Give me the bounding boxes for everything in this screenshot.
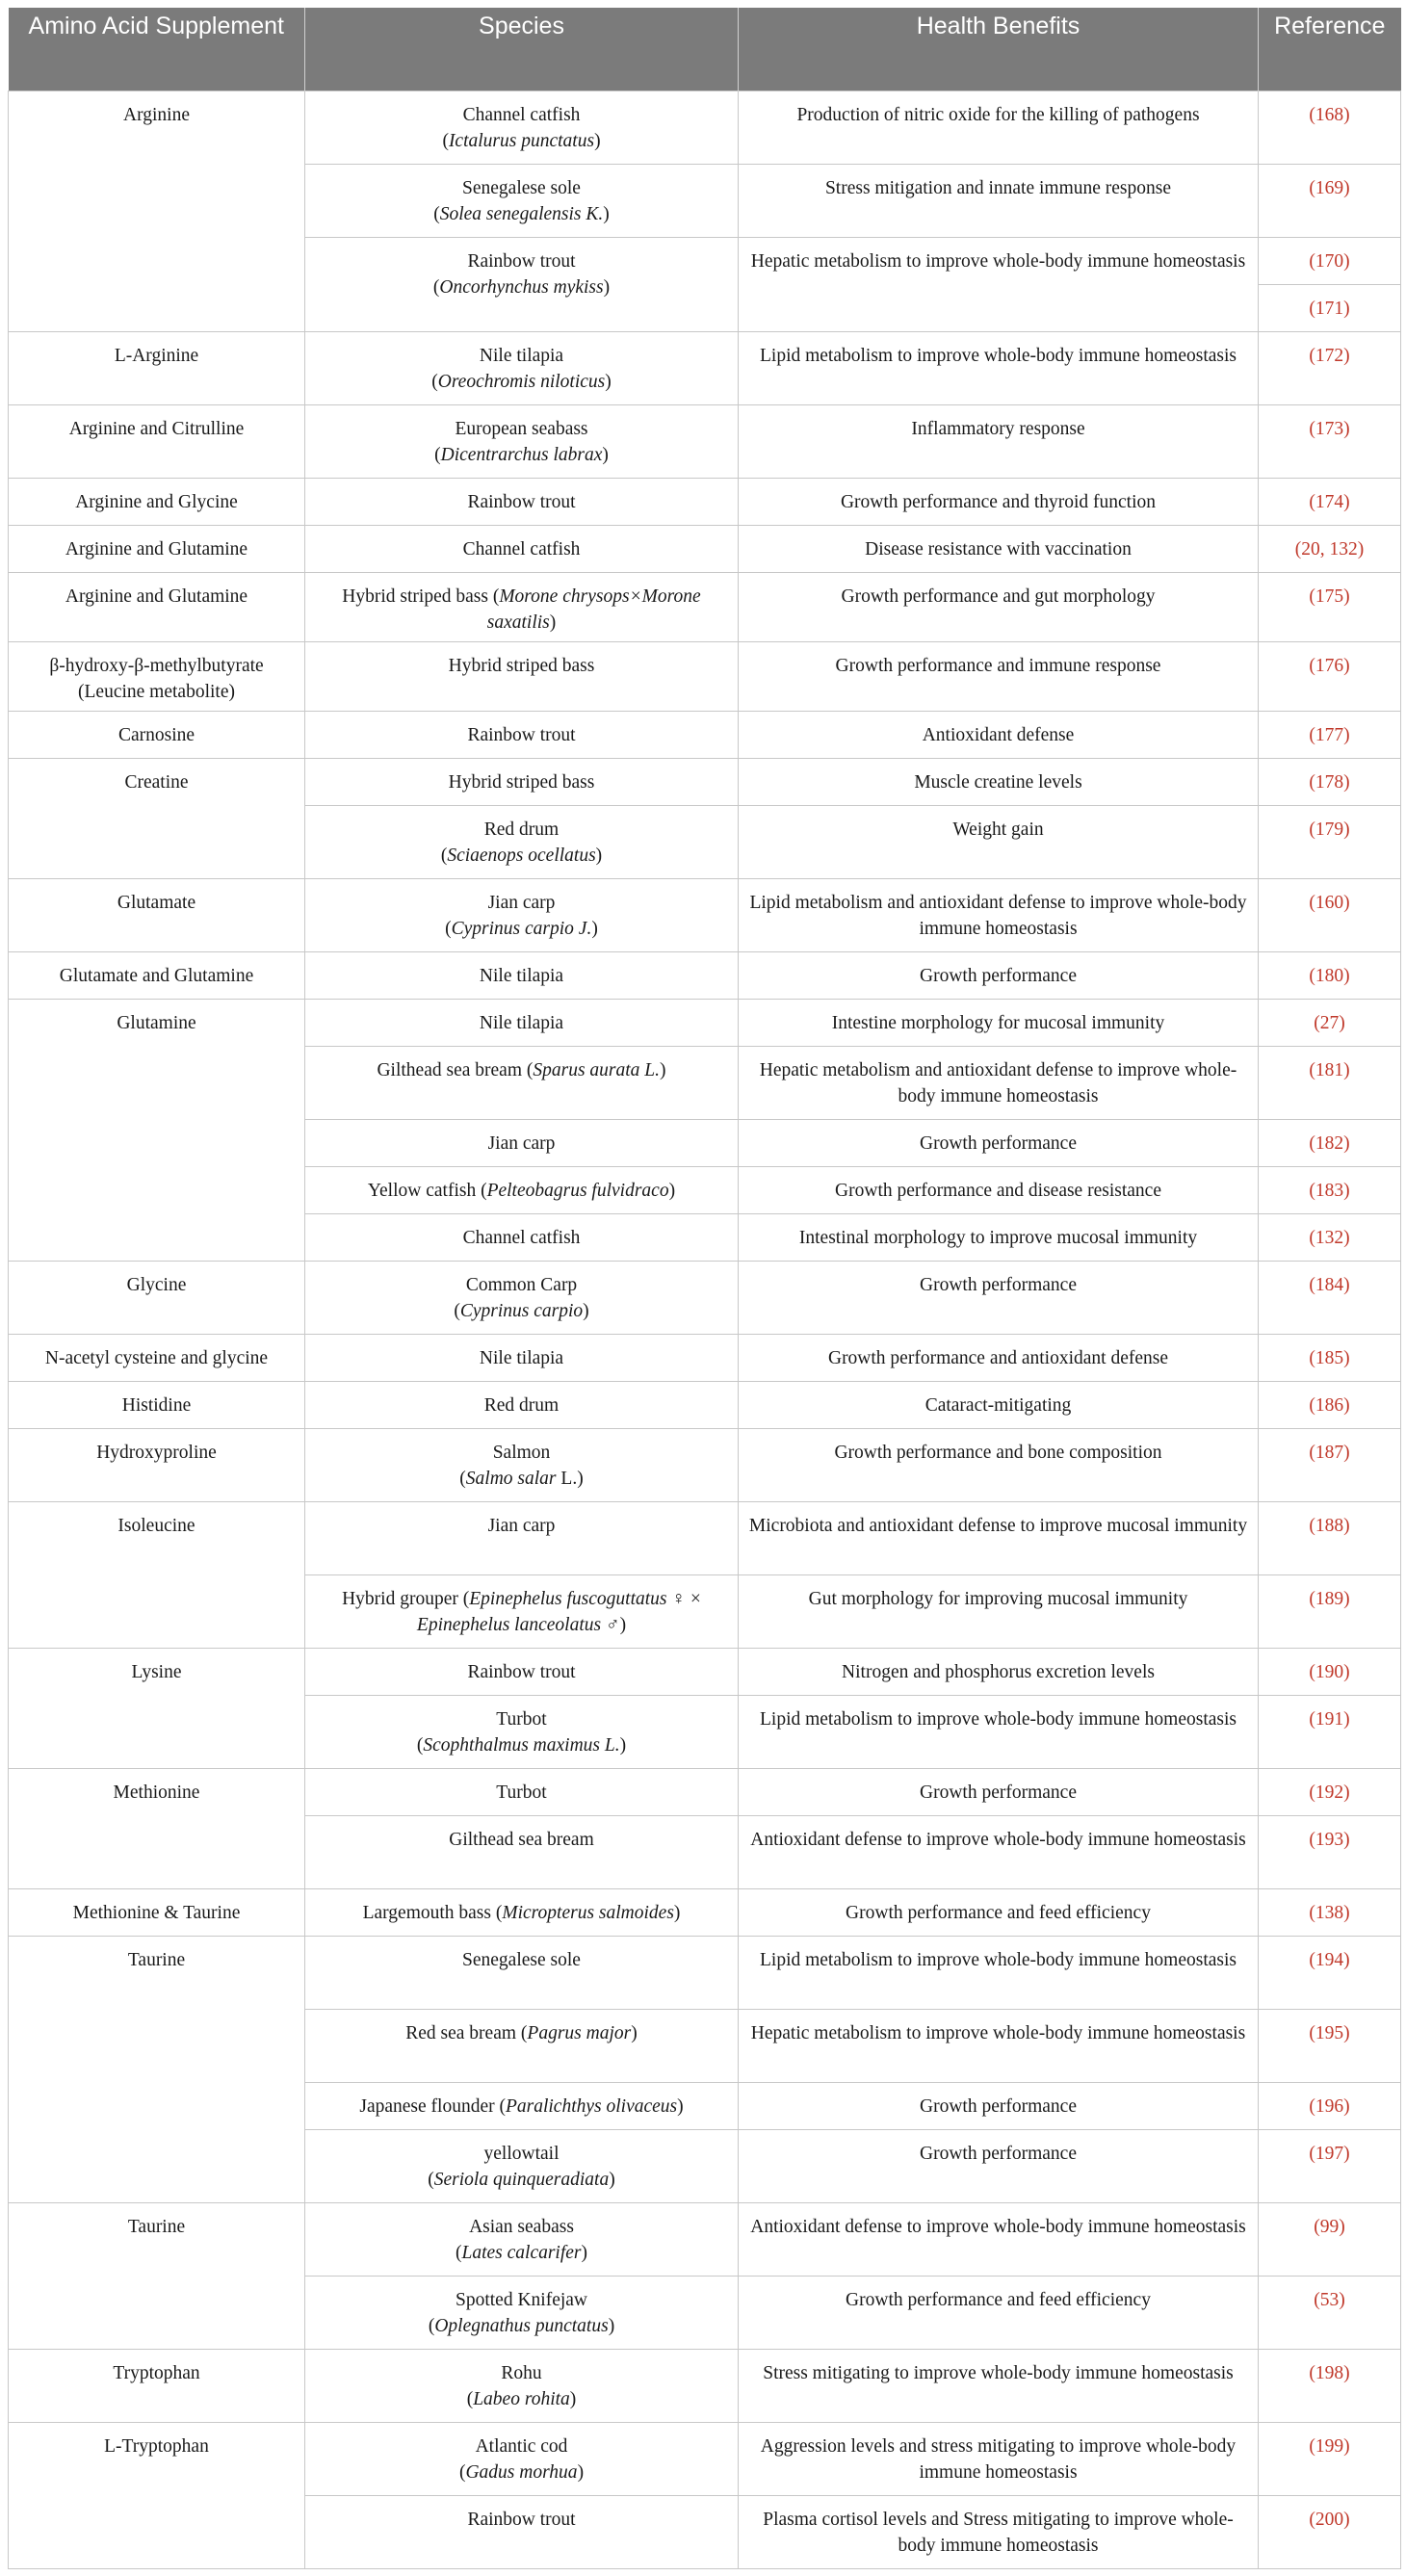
reference-cell: (168) [1259,91,1401,164]
health-benefit-cell: Growth performance and antioxidant defense [739,1334,1259,1381]
reference-cell: (189) [1259,1574,1401,1648]
species-common: Common Carp [465,1274,578,1295]
reference-cell: (197) [1259,2129,1401,2202]
reference-cell: (190) [1259,1648,1401,1695]
reference-link[interactable]: 138 [1315,1902,1344,1923]
reference-cell: (199) [1259,2422,1401,2495]
species-latin: Scophthalmus maximus L. [423,1734,620,1756]
health-benefit-cell: Hepatic metabolism to improve whole-body immune homeostasis [739,2009,1259,2082]
reference-cell: (132) [1259,1213,1401,1261]
species-cell: Jian carp [305,1501,739,1574]
table-row [9,758,1401,805]
reference-cell: (182) [1259,1119,1401,1166]
supplement-cell: Tryptophan [9,2349,305,2422]
reference-cell: (192) [1259,1768,1401,1815]
table-row [9,641,1401,711]
reference-link[interactable]: 132 [1329,538,1358,559]
species-latin: Epinephelus fuscoguttatus [469,1588,667,1609]
species-latin: Oreochromis niloticus [437,371,606,392]
species-latin: Lates calcarifer [461,2242,582,2263]
reference-cell: (193) [1259,1815,1401,1888]
reference-link[interactable]: 182 [1315,1132,1344,1154]
species-cell: Nile tilapia [305,1334,739,1381]
species-common: European seabass [455,418,588,439]
reference-link[interactable]: 194 [1315,1949,1344,1970]
health-benefit-cell: Cataract-mitigating [739,1381,1259,1428]
reference-link[interactable]: 99 [1319,2216,1340,2237]
reference-cell: (188) [1259,1501,1401,1574]
reference-link[interactable]: 172 [1315,345,1344,366]
reference-link[interactable]: 175 [1315,585,1344,607]
reference-cell: (184) [1259,1261,1401,1334]
species-latin: Salmo salar [465,1468,557,1489]
reference-link[interactable]: 27 [1319,1012,1340,1033]
reference-cell: (198) [1259,2349,1401,2422]
species-cell: Yellow catfish (Pelteobagrus fulvidraco) [305,1166,739,1213]
species-latin: Ictalurus punctatus [448,130,595,151]
species-cell: Rainbow trout [305,1648,739,1695]
reference-cell: (196) [1259,2082,1401,2129]
health-benefit-cell: Disease resistance with vaccination [739,525,1259,572]
health-benefit-cell: Intestine morphology for mucosal immunity [739,999,1259,1046]
species-cell: Rainbow trout (Oncorhynchus mykiss) [305,237,739,331]
supplement-cell: Histidine [9,1381,305,1428]
reference-cell: (99) [1259,2202,1401,2276]
health-benefit-cell: Growth performance and feed efficiency [739,1888,1259,1936]
reference-cell: (194) [1259,1936,1401,2009]
species-cell: Hybrid grouper (Epinephelus fuscoguttatus ♀ × Epinephelus lanceolatus ♂) [305,1574,739,1648]
table-row [9,1261,1401,1334]
species-sex-symbol: ♂ [601,1614,620,1635]
species-cell: Red drum (Sciaenops ocellatus) [305,805,739,878]
species-cell: Gilthead sea bream (Sparus aurata L.) [305,1046,739,1119]
supplement-cell: Arginine and Citrulline [9,404,305,478]
species-cell: Largemouth bass (Micropterus salmoides) [305,1888,739,1936]
header-reference: Reference [1259,8,1401,91]
health-benefit-cell: Muscle creatine levels [739,758,1259,805]
header-supplement: Amino Acid Supplement [9,8,305,91]
health-benefit-cell: Growth performance [739,2082,1259,2129]
header-species: Species [305,8,739,91]
reference-cell: (172) [1259,331,1401,404]
reference-cell: (181) [1259,1046,1401,1119]
species-cell: Red sea bream (Pagrus major) [305,2009,739,2082]
reference-cell: (186) [1259,1381,1401,1428]
reference-cell: (195) [1259,2009,1401,2082]
species-common: Rohu [501,2362,542,2383]
reference-cell: (183) [1259,1166,1401,1213]
supplement-cell: Creatine [9,758,305,878]
reference-cell: (160) [1259,878,1401,951]
table-row [9,91,1401,164]
reference-link[interactable]: 197 [1315,2143,1344,2164]
health-benefit-cell: Nitrogen and phosphorus excretion levels [739,1648,1259,1695]
species-common: Jian carp [487,892,556,913]
supplement-cell: Arginine and Glycine [9,478,305,525]
species-common: Turbot [496,1708,547,1730]
species-cell: Turbot (Scophthalmus maximus L.) [305,1695,739,1768]
reference-link[interactable]: 168 [1315,104,1344,125]
reference-link[interactable]: 192 [1315,1782,1344,1803]
reference-link[interactable]: 196 [1315,2095,1344,2117]
species-cell: Nile tilapia [305,999,739,1046]
species-common: Hybrid grouper [342,1588,458,1609]
health-benefit-cell: Growth performance and feed efficiency [739,2276,1259,2349]
species-latin: Oncorhynchus mykiss [439,276,604,298]
supplement-cell: Glutamate [9,878,305,951]
supplement-cell: Arginine [9,91,305,331]
species-latin: Epinephelus lanceolatus [416,1614,602,1635]
species-common: Japanese flounder [359,2095,495,2117]
supplement-cell: Glutamate and Glutamine [9,951,305,999]
reference-link[interactable]: 170 [1315,250,1344,272]
species-common: Hybrid striped bass [342,585,488,607]
reference-link[interactable]: 173 [1315,418,1344,439]
health-benefit-cell: Stress mitigating to improve whole-body immune homeostasis [739,2349,1259,2422]
health-benefit-cell: Gut morphology for improving mucosal immunity [739,1574,1259,1648]
health-benefit-cell: Growth performance [739,1119,1259,1166]
species-common: Largemouth bass [362,1902,491,1923]
reference-cell: (169) [1259,164,1401,237]
health-benefit-cell: Weight gain [739,805,1259,878]
reference-link[interactable]: 160 [1315,892,1344,913]
supplement-cell: Methionine & Taurine [9,1888,305,1936]
species-latin: Paralichthys olivaceus [505,2095,678,2117]
health-benefit-cell: Plasma cortisol levels and Stress mitigating to improve whole-body immune homeostasis [739,2495,1259,2568]
reference-cell: (180) [1259,951,1401,999]
reference-link[interactable]: 190 [1315,1661,1344,1682]
species-cell: Channel catfish [305,525,739,572]
reference-cell: (53) [1259,2276,1401,2349]
reference-link[interactable]: 179 [1315,819,1344,840]
species-latin: Labeo rohita [473,2388,570,2409]
reference-link[interactable]: 200 [1315,2509,1344,2530]
species-latin: Pelteobagrus fulvidraco [486,1180,669,1201]
species-latin: Sparus aurata L. [533,1059,661,1080]
table-row [9,711,1401,758]
supplement-cell: Lysine [9,1648,305,1768]
reference-cell: (187) [1259,1428,1401,1501]
reference-link[interactable]: 180 [1315,965,1344,986]
table-row [9,1888,1401,1936]
health-benefit-cell: Lipid metabolism to improve whole-body immune homeostasis [739,1695,1259,1768]
reference-link[interactable]: 189 [1315,1588,1344,1609]
species-common: Rainbow trout [467,250,576,272]
table-row [9,1768,1401,1815]
reference-cell: (200) [1259,2495,1401,2568]
species-cell: Common Carp (Cyprinus carpio) [305,1261,739,1334]
supplement-cell: Methionine [9,1768,305,1888]
species-common: yellowtail [483,2143,560,2164]
supplement-cell: L-Tryptophan [9,2422,305,2568]
reference-link[interactable]: 195 [1315,2022,1344,2043]
reference-cell: (175) [1259,572,1401,641]
reference-cell: (171) [1259,284,1401,331]
reference-link[interactable]: 184 [1315,1274,1344,1295]
supplement-cell: β-hydroxy-β-methylbutyrate (Leucine metabolite) [9,641,305,711]
health-benefit-cell: Growth performance [739,1768,1259,1815]
reference-cell: (138) [1259,1888,1401,1936]
species-cell: Spotted Knifejaw (Oplegnathus punctatus) [305,2276,739,2349]
reference-cell: (27) [1259,999,1401,1046]
reference-link[interactable]: 169 [1315,177,1344,198]
header-health-benefits: Health Benefits [739,8,1259,91]
supplement-cell: Carnosine [9,711,305,758]
species-latin: Micropterus salmoides [502,1902,674,1923]
health-benefit-cell: Production of nitric oxide for the killing of pathogens [739,91,1259,164]
species-common: Yellow catfish [367,1180,477,1201]
supplement-cell: N-acetyl cysteine and glycine [9,1334,305,1381]
species-cell: European seabass (Dicentrarchus labrax) [305,404,739,478]
species-cell: Turbot [305,1768,739,1815]
species-cell: Senegalese sole (Solea senegalensis K.) [305,164,739,237]
health-benefit-cell: Growth performance [739,951,1259,999]
reference-link[interactable]: 187 [1315,1442,1344,1463]
table-body [9,91,1401,2568]
table-row [9,2202,1401,2276]
reference-cell: (179) [1259,805,1401,878]
reference-cell: (177) [1259,711,1401,758]
reference-link[interactable]: 171 [1315,298,1344,319]
table-row [9,878,1401,951]
reference-link[interactable]: 178 [1315,771,1344,793]
species-cell: Japanese flounder (Paralichthys olivaceus) [305,2082,739,2129]
reference-cell: (178) [1259,758,1401,805]
species-cell: Gilthead sea bream [305,1815,739,1888]
species-common: Red drum [483,819,560,840]
species-latin: Solea senegalensis K. [439,203,604,224]
species-latin: Dicentrarchus labrax [440,444,603,465]
table-row [9,951,1401,999]
table-row [9,404,1401,478]
reference-cell: (170) [1259,237,1401,284]
table-row [9,2349,1401,2422]
health-benefit-cell: Growth performance and immune response [739,641,1259,711]
species-cell: Rainbow trout [305,478,739,525]
health-benefit-cell: Aggression levels and stress mitigating to improve whole-body immune homeostasis [739,2422,1259,2495]
species-common: Channel catfish [462,104,581,125]
table-row [9,1334,1401,1381]
species-cell: Rainbow trout [305,2495,739,2568]
health-benefit-cell: Growth performance and bone composition [739,1428,1259,1501]
supplement-cell: Taurine [9,1936,305,2202]
table-row [9,999,1401,1046]
reference-cell: (173) [1259,404,1401,478]
table-row [9,572,1401,641]
species-cell: Red drum [305,1381,739,1428]
species-common: Nile tilapia [479,345,564,366]
species-common: Senegalese sole [462,177,581,198]
species-latin: Cyprinus carpio J. [451,918,592,939]
species-cell: Asian seabass (Lates calcarifer) [305,2202,739,2276]
species-sex-symbol: ♀ × [666,1588,701,1609]
supplement-cell: Arginine and Glutamine [9,525,305,572]
table-row [9,1501,1401,1574]
species-cell: Jian carp (Cyprinus carpio J.) [305,878,739,951]
health-benefit-cell: Hepatic metabolism and antioxidant defense to improve whole-body immune homeostasis [739,1046,1259,1119]
reference-cell: (176) [1259,641,1401,711]
health-benefit-cell: Stress mitigation and innate immune response [739,164,1259,237]
table-row [9,1428,1401,1501]
amino-acid-table [8,8,1401,2569]
reference-link[interactable]: 183 [1315,1180,1344,1201]
species-latin: Cyprinus carpio [459,1300,584,1321]
supplement-cell: Hydroxyproline [9,1428,305,1501]
species-common: Gilthead sea bream [377,1059,522,1080]
reference-link[interactable]: 181 [1315,1059,1344,1080]
species-cell: Rainbow trout [305,711,739,758]
reference-link[interactable]: 186 [1315,1394,1344,1416]
supplement-cell: Taurine [9,2202,305,2349]
reference-cell: (185) [1259,1334,1401,1381]
table-row [9,478,1401,525]
health-benefit-cell: Antioxidant defense to improve whole-body immune homeostasis [739,1815,1259,1888]
table-row [9,1381,1401,1428]
reference-link[interactable]: 174 [1315,491,1344,512]
species-cell: Nile tilapia (Oreochromis niloticus) [305,331,739,404]
table-row [9,525,1401,572]
reference-cell: (20, 132) [1259,525,1401,572]
species-latin: Oplegnathus punctatus [434,2315,609,2336]
species-latin: Morone chrysops×Morone saxatilis [486,585,701,633]
reference-link[interactable]: 176 [1315,655,1344,676]
health-benefit-cell: Microbiota and antioxidant defense to improve mucosal immunity [739,1501,1259,1574]
health-benefit-cell: Antioxidant defense [739,711,1259,758]
species-cell: Hybrid striped bass [305,641,739,711]
health-benefit-cell: Hepatic metabolism to improve whole-body immune homeostasis [739,237,1259,331]
species-cell: yellowtail (Seriola quinqueradiata) [305,2129,739,2202]
reference-cell: (174) [1259,478,1401,525]
reference-link[interactable]: 185 [1315,1347,1344,1368]
health-benefit-cell: Growth performance [739,2129,1259,2202]
species-cell: Senegalese sole [305,1936,739,2009]
table-row [9,2422,1401,2495]
health-benefit-cell: Antioxidant defense to improve whole-body immune homeostasis [739,2202,1259,2276]
species-common: Spotted Knifejaw [455,2289,587,2310]
table-row [9,1648,1401,1695]
health-benefit-cell: Lipid metabolism and antioxidant defense to improve whole-body immune homeostasis [739,878,1259,951]
species-common: Red sea bream [405,2022,517,2043]
header-row [9,8,1401,91]
species-latin: Seriola quinqueradiata [433,2169,610,2190]
species-cell: Channel catfish [305,1213,739,1261]
species-cell: Jian carp [305,1119,739,1166]
species-common: Atlantic cod [475,2435,568,2457]
reference-link[interactable]: 191 [1315,1708,1344,1730]
species-common: Salmon [492,1442,551,1463]
supplement-cell: Isoleucine [9,1501,305,1648]
species-cell: Salmon (Salmo salar L.) [305,1428,739,1501]
supplement-cell: Arginine and Glutamine [9,572,305,641]
species-cell: Atlantic cod (Gadus morhua) [305,2422,739,2495]
species-cell: Channel catfish (Ictalurus punctatus) [305,91,739,164]
health-benefit-cell: Growth performance [739,1261,1259,1334]
health-benefit-cell: Growth performance and disease resistance [739,1166,1259,1213]
health-benefit-cell: Lipid metabolism to improve whole-body immune homeostasis [739,1936,1259,2009]
health-benefit-cell: Growth performance and gut morphology [739,572,1259,641]
table-row [9,1936,1401,2009]
supplement-cell: L-Arginine [9,331,305,404]
reference-link[interactable]: 198 [1315,2362,1344,2383]
health-benefit-cell: Intestinal morphology to improve mucosal immunity [739,1213,1259,1261]
reference-link[interactable]: 177 [1315,724,1344,745]
supplement-cell: Glutamine [9,999,305,1261]
species-latin: Gadus morhua [465,2461,578,2483]
species-cell: Nile tilapia [305,951,739,999]
species-latin: Pagrus major [527,2022,632,2043]
species-cell: Hybrid striped bass [305,758,739,805]
reference-link[interactable]: 53 [1319,2289,1340,2310]
species-cell: Hybrid striped bass (Morone chrysops×Morone saxatilis) [305,572,739,641]
table-row [9,331,1401,404]
reference-link[interactable]: 132 [1315,1227,1344,1248]
health-benefit-cell: Inflammatory response [739,404,1259,478]
reference-link[interactable]: 193 [1315,1829,1344,1850]
table-wrapper [8,8,1400,2569]
species-latin: Sciaenops ocellatus [447,845,596,866]
species-common: Asian seabass [469,2216,574,2237]
reference-cell: (191) [1259,1695,1401,1768]
species-cell: Rohu (Labeo rohita) [305,2349,739,2422]
reference-link[interactable]: 199 [1315,2435,1344,2457]
species-suffix: L. [556,1468,578,1489]
health-benefit-cell: Growth performance and thyroid function [739,478,1259,525]
reference-link[interactable]: 188 [1315,1515,1344,1536]
supplement-cell: Glycine [9,1261,305,1334]
reference-link[interactable]: 20 [1301,538,1320,559]
health-benefit-cell: Lipid metabolism to improve whole-body immune homeostasis [739,331,1259,404]
